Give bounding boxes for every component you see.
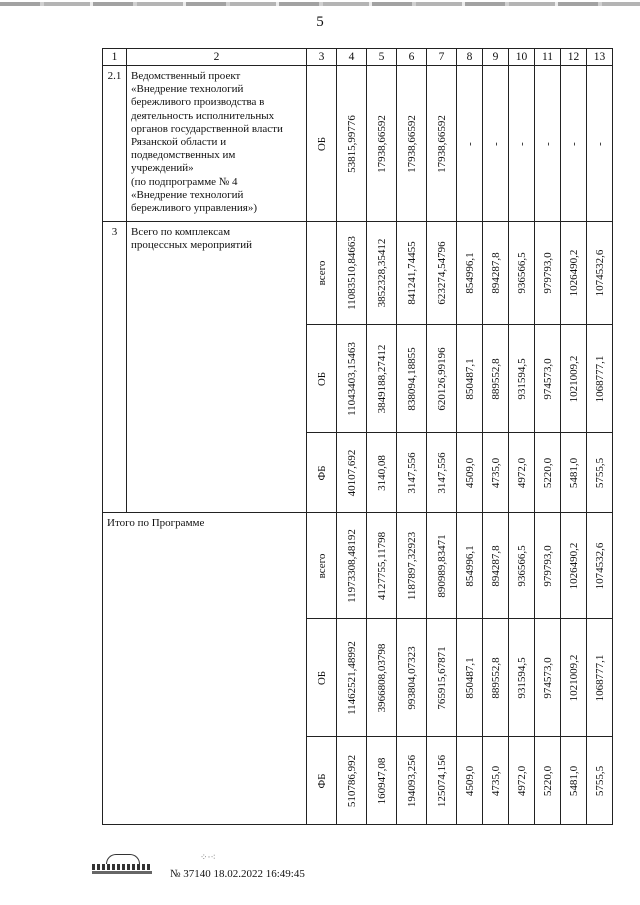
source-label: ФБ (315, 772, 328, 789)
header-cell: 8 (457, 49, 483, 66)
value-cell (337, 737, 367, 825)
value: 11973308,48192 (345, 528, 358, 603)
value-cell (457, 66, 483, 222)
value: 1068777,1 (593, 355, 606, 402)
value: 4735,0 (489, 765, 502, 796)
header-cell: 4 (337, 49, 367, 66)
header-cell: 7 (427, 49, 457, 66)
source-cell (307, 325, 337, 433)
value-cell (457, 737, 483, 825)
value-cell (509, 619, 535, 737)
value: 889552,8 (489, 656, 502, 699)
label-line: (по подпрограмме № 4 (131, 175, 238, 188)
header-cell: 13 (587, 49, 613, 66)
value: 17938,66592 (405, 114, 418, 173)
source-cell (307, 513, 337, 619)
value: 5755,5 (593, 765, 606, 796)
value-cell (561, 433, 587, 513)
value: 5481,0 (567, 457, 580, 488)
value: 4127755,11798 (375, 531, 388, 600)
value: - (515, 141, 528, 146)
label-line: Всего по комплексам (131, 226, 231, 238)
label-line: подведомственных им (131, 149, 236, 162)
scribble-mark: ⁘·⁖ (200, 852, 216, 862)
value-cell (483, 513, 509, 619)
value: 979793,0 (541, 544, 554, 587)
value: 1074532,6 (593, 249, 606, 297)
source-cell (307, 737, 337, 825)
value-cell (457, 325, 483, 433)
source-cell (307, 619, 337, 737)
value: 894287,8 (489, 252, 502, 294)
value-cell (587, 619, 613, 737)
header-cell: 1 (103, 49, 127, 66)
value: 11043403,15463 (345, 341, 358, 416)
label-line: «Внедрение технологий (131, 83, 244, 96)
value-cell (509, 737, 535, 825)
header-cell: 11 (535, 49, 561, 66)
value: 4509,0 (463, 765, 476, 796)
value-cell (535, 66, 561, 222)
value-cell (427, 433, 457, 513)
value: 1074532,6 (593, 542, 606, 589)
value: 1068777,1 (593, 654, 606, 701)
value-cell (457, 433, 483, 513)
value: 125074,156 (435, 754, 448, 807)
table-row (103, 513, 613, 619)
value: 854996,1 (463, 544, 476, 587)
value-cell (367, 433, 397, 513)
value: 3852328,35412 (375, 238, 388, 308)
value: - (567, 141, 580, 146)
source-cell (307, 433, 337, 513)
document-registration: № 37140 18.02.2022 16:49:45 (170, 868, 305, 880)
value-cell (337, 433, 367, 513)
source-label: ОБ (315, 136, 328, 151)
value-cell (397, 325, 427, 433)
value: 623274,54796 (435, 241, 448, 305)
value: 4735,0 (489, 457, 502, 488)
value: 854996,1 (463, 252, 476, 294)
value-cell (535, 222, 561, 325)
value-cell (337, 325, 367, 433)
value-cell (367, 513, 397, 619)
value-cell (367, 66, 397, 222)
value-cell (337, 619, 367, 737)
value: 5481,0 (567, 765, 580, 796)
row-label (127, 66, 307, 222)
registry-stamp-icon (92, 852, 152, 874)
value-cell (397, 66, 427, 222)
value: 850487,1 (463, 357, 476, 400)
value-cell (483, 433, 509, 513)
value-cell (587, 433, 613, 513)
value: 160947,08 (375, 757, 388, 804)
row-number: 2.1 (103, 66, 127, 222)
row-number: 3 (103, 222, 127, 513)
value-cell (561, 619, 587, 737)
value-cell (535, 325, 561, 433)
label-line: бережливого управления») (131, 201, 257, 214)
value-cell (397, 619, 427, 737)
label-line: «Внедрение технологий (131, 188, 244, 201)
value: 894287,8 (489, 544, 502, 587)
value: 5220,0 (541, 765, 554, 796)
header-cell: 6 (397, 49, 427, 66)
table-row (103, 66, 613, 222)
value-cell (483, 325, 509, 433)
label-line: деятельность исполнительных (131, 109, 275, 122)
source-label: всего (315, 260, 328, 286)
label-line: Ведомственный проект (131, 70, 241, 82)
value: 850487,1 (463, 656, 476, 699)
row-label (127, 222, 307, 513)
value-cell (337, 513, 367, 619)
value: 936566,5 (515, 544, 528, 587)
source-cell (307, 222, 337, 325)
source-label: ОБ (315, 371, 328, 386)
source-label: всего (315, 553, 328, 578)
value: 1187897,32923 (405, 531, 418, 600)
scan-edge-line (0, 2, 640, 6)
source-label: ФБ (315, 464, 328, 481)
value: - (541, 141, 554, 146)
value-cell (427, 513, 457, 619)
value: 510786,992 (345, 754, 358, 807)
value-cell (367, 222, 397, 325)
table-row (103, 222, 613, 325)
value-cell (337, 222, 367, 325)
value-cell (367, 619, 397, 737)
value: 3147,556 (405, 451, 418, 494)
value-cell (427, 66, 457, 222)
label-line: процессных мероприятий (131, 239, 252, 252)
value: 11083510,84663 (345, 236, 358, 310)
value: 841241,74455 (405, 241, 418, 305)
value-cell (367, 737, 397, 825)
value: 194093,256 (405, 754, 418, 807)
value-cell (457, 619, 483, 737)
value-cell (483, 619, 509, 737)
value-cell (509, 222, 535, 325)
value: 889552,8 (489, 357, 502, 400)
header-cell: 10 (509, 49, 535, 66)
label-line: бережливого производства в (131, 96, 265, 109)
value-cell (427, 325, 457, 433)
value: 931594,5 (515, 357, 528, 400)
value: 974573,0 (541, 656, 554, 699)
value: - (489, 141, 502, 146)
value-cell (587, 222, 613, 325)
value-cell (561, 66, 587, 222)
value: 936566,5 (515, 252, 528, 294)
value-cell (457, 513, 483, 619)
source-label: ОБ (315, 670, 328, 685)
value: 974573,0 (541, 357, 554, 400)
value: 765915,67871 (435, 645, 448, 710)
value: 3849188,27412 (375, 344, 388, 413)
label-line: Рязанской области и (131, 135, 227, 148)
value: 620126,99196 (435, 346, 448, 411)
label-line: органов государственной власти (131, 122, 283, 135)
value: 1021009,2 (567, 654, 580, 701)
value: 4972,0 (515, 457, 528, 488)
value-cell (535, 619, 561, 737)
value-cell (535, 513, 561, 619)
value-cell (561, 737, 587, 825)
value: 931594,5 (515, 656, 528, 699)
value-cell (367, 325, 397, 433)
value: 1026490,2 (567, 249, 580, 297)
value-cell (509, 513, 535, 619)
header-cell: 2 (127, 49, 307, 66)
value: 890989,83471 (435, 533, 448, 598)
value-cell (427, 222, 457, 325)
value: 5220,0 (541, 457, 554, 488)
value-cell (457, 222, 483, 325)
value-cell (561, 325, 587, 433)
value: 17938,66592 (375, 114, 388, 173)
total-label: Итого по Программе (103, 513, 307, 825)
value-cell (397, 513, 427, 619)
value-cell (509, 433, 535, 513)
value-cell (397, 222, 427, 325)
value-cell (587, 66, 613, 222)
header-cell: 9 (483, 49, 509, 66)
header-cell: 5 (367, 49, 397, 66)
value: 979793,0 (541, 252, 554, 294)
value-cell (483, 737, 509, 825)
value: 3147,556 (435, 451, 448, 494)
value: 3140,08 (375, 454, 388, 491)
value-cell (587, 513, 613, 619)
value-cell (535, 433, 561, 513)
value-cell (587, 325, 613, 433)
value-cell (337, 66, 367, 222)
label-line: учреждений» (131, 162, 194, 175)
value-cell (427, 737, 457, 825)
header-row (103, 49, 613, 66)
value-cell (561, 222, 587, 325)
value-cell (535, 737, 561, 825)
value: 4972,0 (515, 765, 528, 796)
value-cell (509, 325, 535, 433)
value: 838094,18855 (405, 346, 418, 411)
source-cell (307, 66, 337, 222)
value: - (593, 141, 606, 146)
value: - (463, 141, 476, 146)
value: 11462521,48992 (345, 640, 358, 715)
header-cell: 12 (561, 49, 587, 66)
budget-table (102, 48, 613, 825)
value: 1026490,2 (567, 542, 580, 589)
page-number: 5 (316, 14, 324, 30)
value: 17938,66592 (435, 114, 448, 173)
value: 40107,692 (345, 449, 358, 496)
value-cell (397, 737, 427, 825)
value: 53815,99776 (345, 114, 358, 173)
header-cell: 3 (307, 49, 337, 66)
value: 993804,07323 (405, 645, 418, 710)
value-cell (587, 737, 613, 825)
value: 4509,0 (463, 457, 476, 488)
value-cell (483, 222, 509, 325)
value-cell (427, 619, 457, 737)
value: 3966808,03798 (375, 643, 388, 712)
value: 5755,5 (593, 457, 606, 488)
value-cell (561, 513, 587, 619)
value-cell (509, 66, 535, 222)
value-cell (483, 66, 509, 222)
value-cell (397, 433, 427, 513)
value: 1021009,2 (567, 355, 580, 402)
